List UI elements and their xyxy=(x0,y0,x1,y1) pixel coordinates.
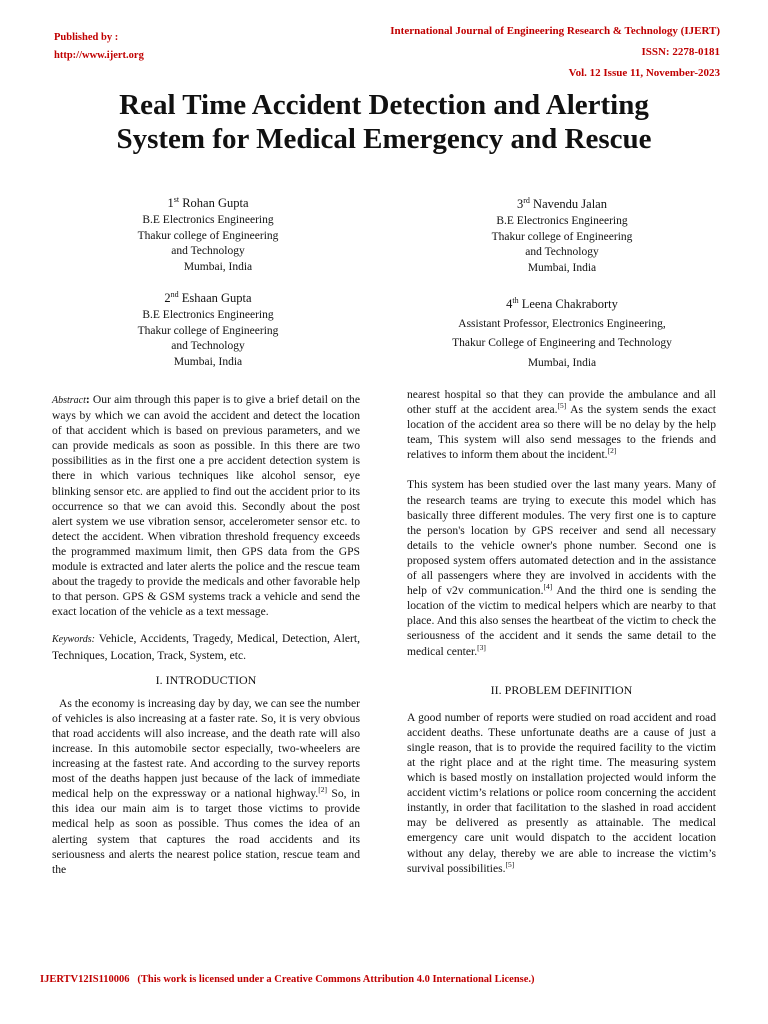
left-column xyxy=(52,392,360,877)
right-column xyxy=(407,387,716,876)
author-inst-2: Thakur college of Engineering xyxy=(137,324,279,337)
author-name-1: 1st Rohan Gupta xyxy=(167,195,249,211)
author-loc-1: Mumbai, India xyxy=(183,260,253,273)
author-loc-2: Mumbai, India xyxy=(173,355,243,368)
author-name-3: 3rd Navendu Jalan xyxy=(517,196,607,212)
published-by-label: Published by : xyxy=(54,32,119,43)
author-dept-1: B.E Electronics Engineering xyxy=(142,214,274,227)
author-dept-4: Assistant Professor, Electronics Engineering, xyxy=(458,318,666,331)
right-p2-text-b: And the third one is sending the location of the victim to medical helpers which are nearby to that place. And this also senses the heartbeat of the victim to check the seriousness of the accident and it sends the same detail to the medical center. xyxy=(407,584,716,658)
author-inst2-2: and Technology xyxy=(171,340,245,353)
keywords-paragraph xyxy=(52,631,360,662)
intro-ref-a: [2] xyxy=(318,785,327,795)
author-inst-3: Thakur college of Engineering xyxy=(491,230,633,243)
author-name-2: 2nd Eshaan Gupta xyxy=(164,290,252,306)
right-p1-ref-a: [5] xyxy=(557,401,567,411)
right-p1-ref-b: [2] xyxy=(607,446,617,456)
right-paragraph-2 xyxy=(407,477,716,658)
keywords-label: Keywords: xyxy=(52,634,95,646)
paper-id: IJERTV12IS110006 xyxy=(40,974,130,985)
problem-ref: [5] xyxy=(505,859,515,869)
paper-title xyxy=(40,88,728,156)
problem-text: A good number of reports were studied on road accident and road accident deaths. These unfortunate deaths are a cause of just a single reason, that is to provide the required facility to the victim at the right place and at the right time. The measuring system which is based mostly on installation projected would inform the accident victim’s relations or police room concerning the accident instantly, in order that facilitation to the slashed in road accident may be delivered as presently as attainable. The medical emergency care unit would dispatch to the accident location without any delay, thereby we are able to increase the victim’s survival possibilities. xyxy=(407,710,716,875)
page-footer xyxy=(40,974,535,985)
intro-heading: I. INTRODUCTION xyxy=(155,672,257,687)
intro-paragraph xyxy=(52,696,360,877)
author-block-3 xyxy=(462,191,662,276)
author-name-4: 4th Leena Chakraborty xyxy=(506,296,618,312)
volume-label: Vol. 12 Issue 11, November-2023 xyxy=(568,67,720,79)
abstract-paragraph: Abstract: Our aim through this paper is to give a brief detail on the ways by which we can avoid the accident and detect the location of that accident which is based on previous parameters, and we can provide medicals as soon as possible. In this there are two possibilities as in the first one a pre accident detection system is there in which various techniques like alcohol sensor, eye blinking sensor etc. are applied to find out the accident prior to its occurrence so that we can avoid this. Secondly about the post alert system we use vibration sensor, accelerometer sensor etc. to detect the accident. When vibration threshold frequency exceeds the programmed maximum limit, then GPS data from the GPS module is extracted and later alerts the police and the rescue team about the tragedy to provide the medicals and other favorable help to that person. GPS & GSM systems track a vehicle and send the exact location of the vehicle as a text message. xyxy=(52,393,360,619)
journal-info-block xyxy=(390,21,720,84)
author-dept-2: B.E Electronics Engineering xyxy=(142,309,274,322)
title-line-1: Real Time Accident Detection and Alerting xyxy=(119,89,649,121)
author-inst-1: Thakur college of Engineering xyxy=(137,229,279,242)
problem-paragraph xyxy=(407,710,716,876)
license-note: (This work is licensed under a Creative Commons Attribution 4.0 International License.) xyxy=(137,974,535,985)
author-block-1 xyxy=(108,190,308,275)
author-dept-3: B.E Electronics Engineering xyxy=(496,215,628,228)
intro-text-a: As the economy is increasing day by day, we can see the number of vehicles is also increasing at a faster rate. So, it is very obvious that road accidents will also increase, and the death rate will also increase. In this automobile sector especially, two-wheelers are increasing at the fastest rate. And according to the survey reports most of the deaths happen just because of the lack of immediate medical help on the expressway or a national highway. xyxy=(52,696,360,801)
publisher-block xyxy=(54,29,144,65)
author-inst2-3: and Technology xyxy=(525,246,599,259)
journal-url-link[interactable]: http://www.ijert.org xyxy=(54,50,144,61)
abstract-text: Our aim through this paper is to give a brief detail on the ways by which we can avoid the accident and detect the location of that accident which is based on previous parameters, and we can provide medicals as soon as possible. In this there are two possibilities as in the first one a pre accident detection system is there in which various techniques like alcohol sensor, eye blinking sensor etc. are applied to find out the accident prior to its occurrence so that we can avoid this. Secondly about the post alert system we use vibration sensor, accelerometer sensor etc. to detect the accident. When vibration threshold frequency exceeds the programmed maximum limit, then GPS data from the GPS module is extracted and later alerts the police and the rescue team about the tragedy to provide the medicals and other favorable help to that person. GPS & GSM systems track a vehicle and send the exact location of the vehicle as a text message. xyxy=(52,393,360,619)
author-block-4 xyxy=(412,290,712,373)
right-p1-text-b: As the system sends the exact location of the accident area so there will be no delay by the help team, This system will also send messages to the friends and relatives to inform them about the incident. xyxy=(407,403,717,462)
author-loc-4: Mumbai, India xyxy=(527,357,597,370)
keywords-text: Vehicle, Accidents, Tragedy, Medical, Detection, Alert, Techniques, Location, Track, System, etc. xyxy=(52,632,360,662)
right-p1-text-a: nearest hospital so that they can provide the ambulance and all other stuff at the accident area. xyxy=(407,388,716,417)
author-block-2 xyxy=(108,285,308,370)
intro-text-b: So, in this idea our main aim is to target those victims to provide medical help as soon as possible. Thus comes the idea of an alerting system that captures the road accidents and its seriousness and alerts the nearest police station, rescue team and the xyxy=(52,787,360,876)
right-p2-text-a: This system has been studied over the last many years. Many of the research teams are trying to execute this model which has basically three different modules. The very first one is to capture the person's location by GPS receiver and send all necessary details to the vehicle owner's phone number. Second one is proposed system offers automated detection and in the assistance of all passengers where they are involved in accidents with the help of v2v communication. xyxy=(407,478,716,598)
author-inst-4: Thakur College of Engineering and Technology xyxy=(452,337,672,350)
issn-label: ISSN: 2278-0181 xyxy=(641,46,720,58)
abstract-label: Abstract xyxy=(52,395,86,406)
title-line-2: System for Medical Emergency and Rescue xyxy=(116,123,652,155)
right-p2-ref-a: [4] xyxy=(543,582,553,592)
right-paragraph-1 xyxy=(407,387,716,462)
author-inst2-1: and Technology xyxy=(171,245,245,258)
author-loc-3: Mumbai, India xyxy=(527,261,597,274)
problem-heading: II. PROBLEM DEFINITION xyxy=(490,682,633,697)
right-p2-ref-b: [3] xyxy=(477,642,486,652)
journal-name: International Journal of Engineering Research & Technology (IJERT) xyxy=(390,25,720,37)
